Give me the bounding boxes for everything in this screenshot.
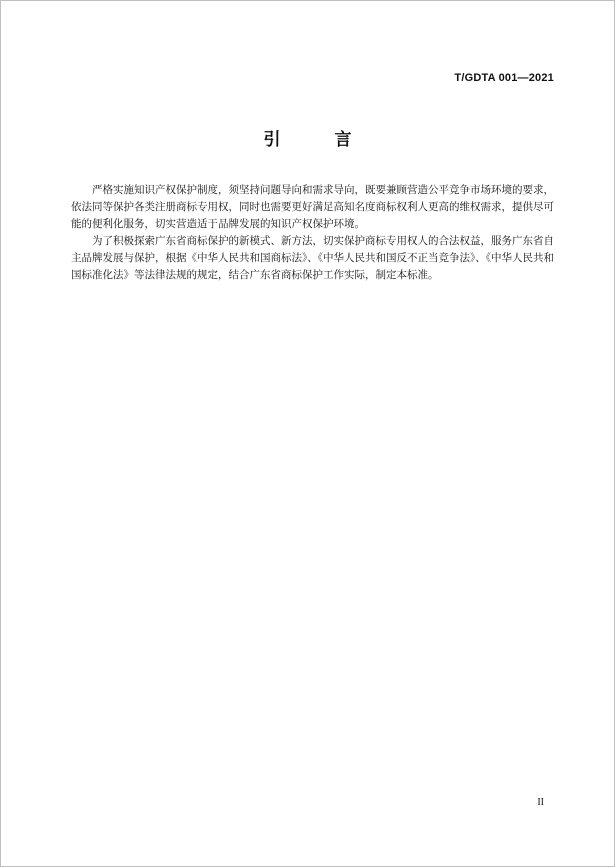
section-title: 引 言 — [263, 130, 376, 150]
page-number: II — [537, 797, 544, 808]
standard-code: T/GDTA 001—2021 — [454, 72, 554, 84]
body-text — [71, 182, 559, 284]
paragraph-1: 严格实施知识产权保护制度，须坚持问题导向和需求导向，既要兼顾营造公平竞争市场环境的要求，依法同等保护各类注册商标专用权，同时也需要更好满足高知名度商标权利人更高的维权需求，提供尽可能的便利化服务，切实营造适于品牌发展的知识产权保护环境。 — [71, 184, 554, 230]
paragraph-2: 为了积极探索广东省商标保护的新模式、新方法，切实保护商标专用权人的合法权益，服务广东省自主品牌发展与保护，根据《中华人民共和国商标法》、《中华人民共和国反不正当竞争法》、《中华人民共和国标准化法》等法律法规的规定，结合广东省商标保护工作实际，制定本标准。 — [71, 235, 554, 281]
